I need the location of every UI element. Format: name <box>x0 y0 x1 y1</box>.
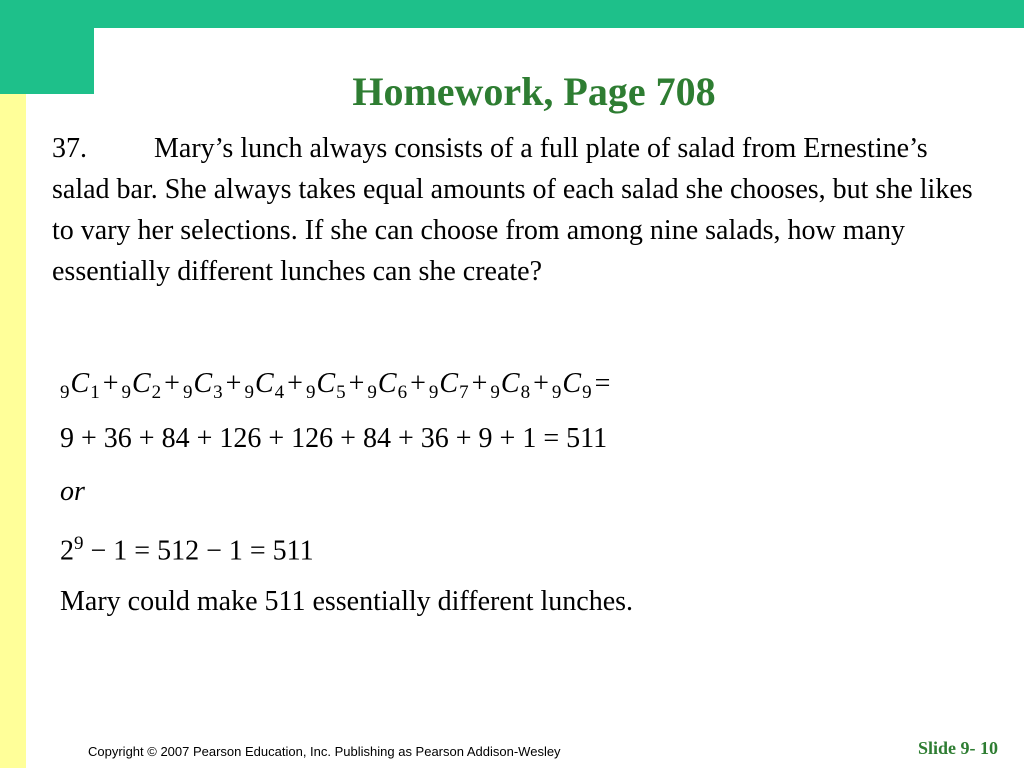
combination-term <box>121 368 162 403</box>
or-word: or <box>60 476 85 507</box>
combination-n: 9 <box>60 382 70 403</box>
plus-sign: + <box>533 368 549 399</box>
left-yellow-stripe <box>0 94 26 768</box>
combination-k: 3 <box>213 382 223 403</box>
combination-k: 4 <box>274 382 285 403</box>
slide-number: Slide 9- 10 <box>917 738 998 758</box>
problem-number: 37. <box>52 133 87 164</box>
combination-term <box>182 368 223 403</box>
plus-sign: + <box>410 368 426 399</box>
combination-term <box>428 368 469 403</box>
combination-letter: C <box>254 368 274 399</box>
equals-sign: = <box>594 368 611 399</box>
combination-term <box>244 368 285 403</box>
combination-term <box>305 368 346 403</box>
combination-n: 9 <box>305 382 316 403</box>
combination-k: 6 <box>397 382 408 403</box>
plus-sign: + <box>102 368 119 399</box>
power-base: 2 <box>60 535 74 567</box>
copyright-footer: Copyright © 2007 Pearson Education, Inc. Publishing as Pearson Addison-Wesley <box>88 744 561 759</box>
combination-letter: C <box>377 368 397 399</box>
problem-text: Mary’s lunch always consists of a full plate of salad from Ernestine’s salad bar. She always takes equal amounts of each salad she chooses, but she likes to vary her selections. If she can choose from among nine salads, how many essentially different lunches can she create? <box>52 133 973 287</box>
combination-term <box>551 368 592 403</box>
combination-n: 9 <box>244 382 254 403</box>
combination-n: 9 <box>551 382 562 403</box>
slide-title: Homework, Page 708 <box>352 69 716 114</box>
combination-k: 1 <box>90 382 100 403</box>
combination-term <box>60 368 100 403</box>
combination-term <box>490 368 531 403</box>
combination-term <box>367 368 408 403</box>
combination-k: 8 <box>520 382 531 403</box>
numeric-sum-equation: 9 + 36 + 84 + 126 + 126 + 84 + 36 + 9 + 1 = 511 <box>60 423 608 454</box>
combination-n: 9 <box>367 382 377 403</box>
combination-letter: C <box>562 368 582 399</box>
combination-k: 2 <box>151 382 162 403</box>
plus-sign: + <box>225 368 242 399</box>
power-equation <box>60 533 314 567</box>
problem-statement <box>52 128 992 292</box>
combination-k: 7 <box>459 382 469 403</box>
power-exponent: 9 <box>74 533 84 554</box>
combination-letter: C <box>131 368 151 399</box>
combination-n: 9 <box>428 382 439 403</box>
combination-letter: C <box>316 368 336 399</box>
plus-sign: + <box>471 368 488 399</box>
combination-letter: C <box>70 368 90 399</box>
combination-k: 9 <box>582 382 592 403</box>
combination-n: 9 <box>490 382 500 403</box>
combination-n: 9 <box>182 382 193 403</box>
combination-sum-equation <box>60 368 613 404</box>
plus-sign: + <box>164 368 180 399</box>
combination-letter: C <box>193 368 213 399</box>
plus-sign: + <box>287 368 303 399</box>
combination-k: 5 <box>336 382 346 403</box>
combination-letter: C <box>500 368 520 399</box>
plus-sign: + <box>348 368 365 399</box>
answer-sentence: Mary could make 511 essentially different lunches. <box>60 586 634 617</box>
combination-n: 9 <box>121 382 131 403</box>
power-rest: − 1 = 512 − 1 = 511 <box>83 535 314 567</box>
top-green-bar <box>0 0 1024 28</box>
combination-letter: C <box>439 368 459 399</box>
